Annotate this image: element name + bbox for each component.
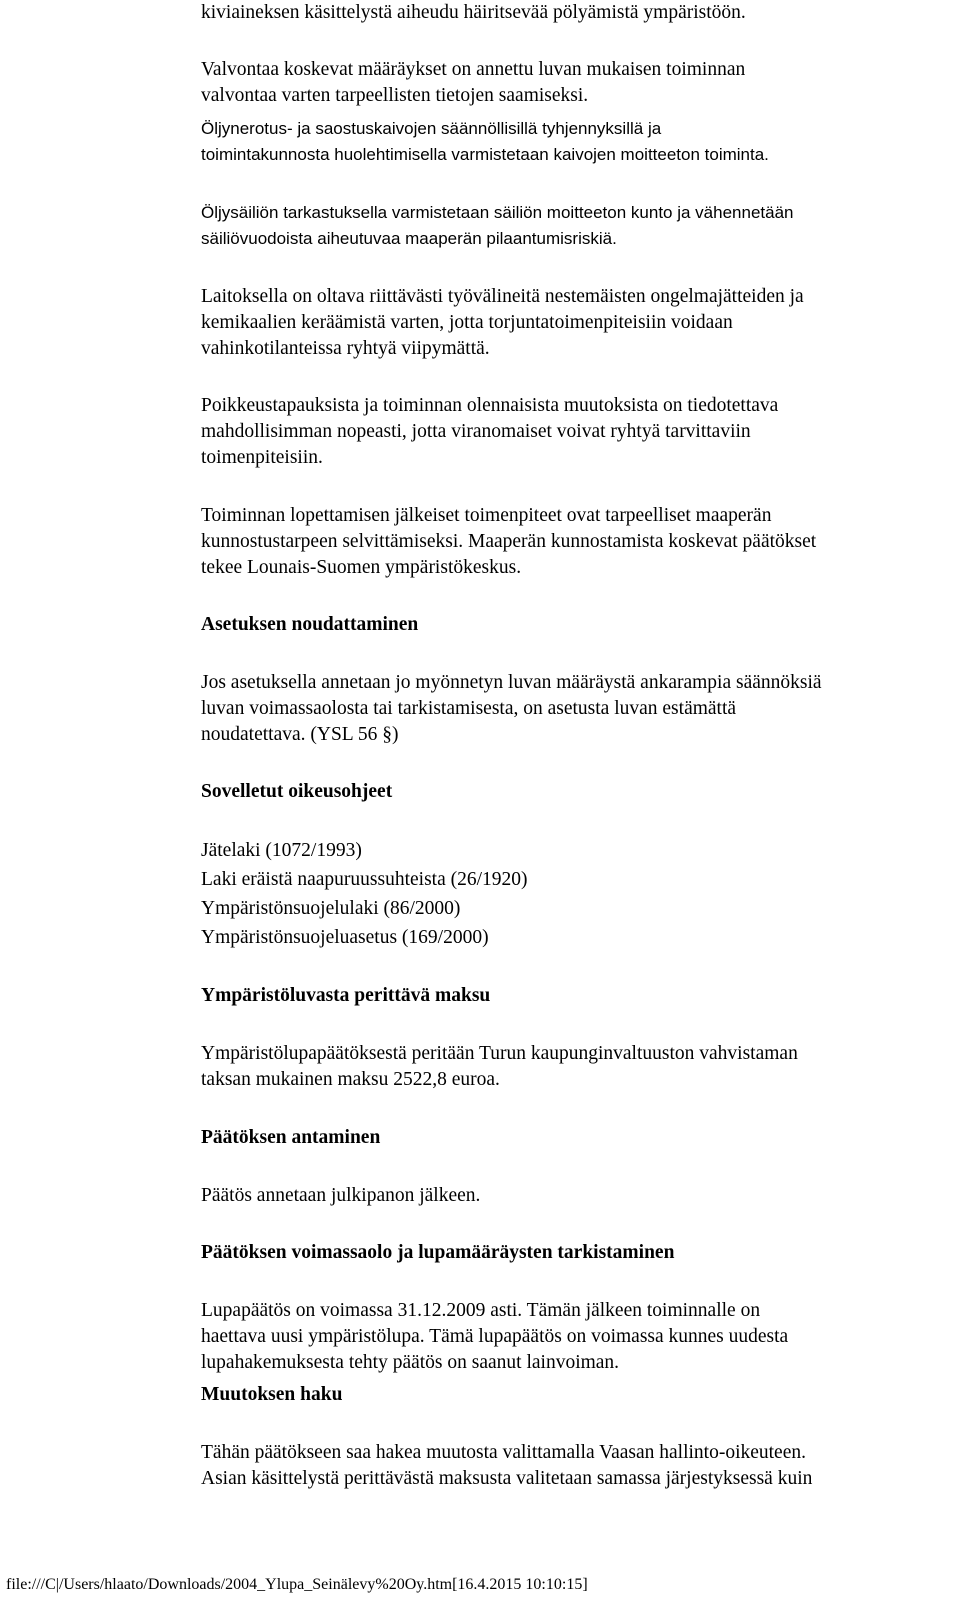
paragraph-line: kiviaineksen käsittelystä aiheudu häiritsevää pölyämistä ympäristöön. [201, 2, 746, 23]
section-heading: Muutoksen haku [201, 1384, 343, 1405]
paragraph-line: noudatettava. (YSL 56 §) [201, 724, 399, 745]
list-item: Ympäristönsuojeluasetus (169/2000) [201, 927, 489, 948]
paragraph-line: Asian käsittelystä perittävästä maksusta valitetaan samassa järjestyksessä kuin [201, 1468, 813, 1489]
paragraph-line: lupahakemuksesta tehty päätös on saanut lainvoiman. [201, 1352, 620, 1373]
paragraph-line: Tähän päätökseen saa hakea muutosta valittamalla Vaasan hallinto-oikeuteen. [201, 1442, 806, 1463]
section-heading: Päätöksen voimassaolo ja lupamääräysten tarkistaminen [201, 1242, 675, 1263]
section-heading: Asetuksen noudattaminen [201, 614, 419, 635]
paragraph-line: haettava uusi ympäristölupa. Tämä lupapäätös on voimassa kunnes uudesta [201, 1326, 789, 1347]
paragraph-line: toimenpiteisiin. [201, 447, 323, 468]
section-heading: Päätöksen antaminen [201, 1127, 381, 1148]
paragraph-line: kemikaalien keräämistä varten, jotta torjuntatoimenpiteisiin voidaan [201, 312, 733, 333]
paragraph-line: Päätös annetaan julkipanon jälkeen. [201, 1185, 481, 1206]
paragraph-line: toimintakunnosta huolehtimisella varmistetaan kaivojen moitteeton toiminta. [201, 145, 769, 164]
paragraph-line: valvontaa varten tarpeellisten tietojen saamiseksi. [201, 85, 589, 106]
paragraph-line: taksan mukainen maksu 2522,8 euroa. [201, 1069, 500, 1090]
paragraph-line: Laitoksella on oltava riittävästi työvälineitä nestemäisten ongelmajätteiden ja [201, 286, 804, 307]
list-item: Jätelaki (1072/1993) [201, 840, 362, 861]
file-path-footer: file:///C|/Users/hlaato/Downloads/2004_Ylupa_Seinälevy%20Oy.htm[16.4.2015 10:10:15] [6, 1576, 588, 1593]
list-item: Ympäristönsuojelulaki (86/2000) [201, 898, 461, 919]
section-heading: Sovelletut oikeusohjeet [201, 781, 393, 802]
paragraph-line: Lupapäätös on voimassa 31.12.2009 asti. Tämän jälkeen toiminnalle on [201, 1300, 761, 1321]
section-heading: Ympäristöluvasta perittävä maksu [201, 985, 491, 1006]
paragraph-line: vahinkotilanteissa ryhtyä viipymättä. [201, 338, 490, 359]
paragraph-line: Öljysäiliön tarkastuksella varmistetaan säiliön moitteeton kunto ja vähennetään [201, 203, 794, 222]
paragraph-line: tekee Lounais-Suomen ympäristökeskus. [201, 557, 522, 578]
paragraph-line: Toiminnan lopettamisen jälkeiset toimenpiteet ovat tarpeelliset maaperän [201, 505, 772, 526]
list-item: Laki eräistä naapuruussuhteista (26/1920) [201, 869, 528, 890]
paragraph-line: Ympäristölupapäätöksestä peritään Turun kaupunginvaltuuston vahvistaman [201, 1043, 798, 1064]
paragraph-line: mahdollisimman nopeasti, jotta viranomaiset voivat ryhtyä tarvittaviin [201, 421, 751, 442]
paragraph-line: luvan voimassaolosta tai tarkistamisesta, on asetusta luvan estämättä [201, 698, 737, 719]
paragraph-line: Jos asetuksella annetaan jo myönnetyn luvan määräystä ankarampia säännöksiä [201, 672, 822, 693]
paragraph-line: kunnostustarpeen selvittämiseksi. Maaperän kunnostamista koskevat päätökset [201, 531, 817, 552]
paragraph-line: säiliövuodoista aiheutuvaa maaperän pilaantumisriskiä. [201, 229, 617, 248]
paragraph-line: Poikkeustapauksista ja toiminnan olennaisista muutoksista on tiedotettava [201, 395, 779, 416]
paragraph-line: Öljynerotus- ja saostuskaivojen säännöllisillä tyhjennyksillä ja [201, 119, 662, 138]
paragraph-line: Valvontaa koskevat määräykset on annettu luvan mukaisen toiminnan [201, 59, 746, 80]
